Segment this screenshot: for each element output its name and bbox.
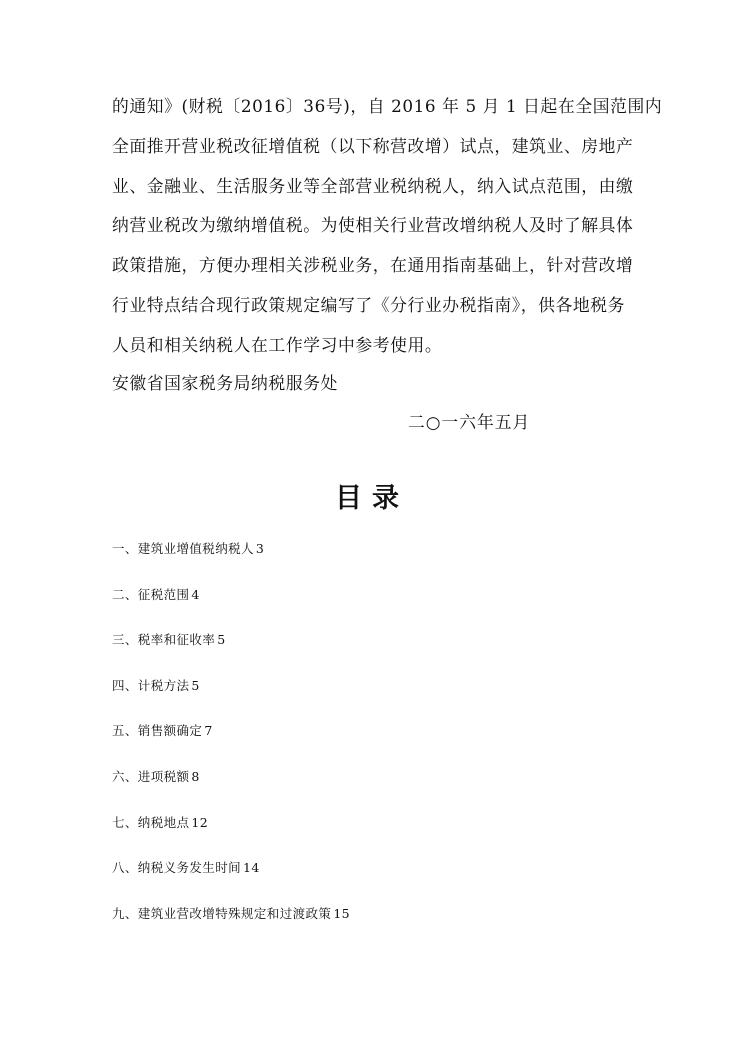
toc-item[interactable]: [112, 809, 350, 855]
toc-item-label: 四、计税方法: [112, 677, 190, 693]
toc-item[interactable]: [112, 535, 350, 581]
toc-item[interactable]: [112, 581, 350, 627]
toc-item[interactable]: [112, 717, 350, 763]
toc-item-label: 七、纳税地点: [112, 814, 190, 830]
toc-item-label: 六、进项税额: [112, 768, 190, 784]
toc-item[interactable]: [112, 626, 350, 672]
toc-item-label: 一、建筑业增值税纳税人: [112, 541, 254, 556]
toc-item-label: 三、税率和征收率: [112, 632, 216, 648]
toc-item[interactable]: [112, 763, 350, 809]
body-line: 行业特点结合现行政策规定编写了《分行业办税指南》，供各地税务: [112, 294, 626, 315]
toc-item-label: 八、纳税义务发生时间: [112, 860, 242, 876]
toc-item[interactable]: [112, 854, 350, 900]
body-line: 政策措施，方便办理相关涉税业务，在通用指南基础上，针对营改增: [112, 255, 634, 276]
toc-item-label: 九、建筑业营改增特殊规定和过渡政策: [112, 905, 332, 921]
table-of-contents: [112, 535, 350, 945]
toc-item-page: 12: [191, 814, 209, 830]
toc-item-page: 4: [191, 586, 200, 602]
toc-item[interactable]: [112, 900, 350, 946]
body-line: 纳营业税改为缴纳增值税。为使相关行业营改增纳税人及时了解具体: [112, 215, 634, 236]
toc-item-page: 14: [243, 860, 260, 876]
signature-organization: 安徽省国家税务局纳税服务处: [112, 373, 338, 393]
toc-item-page: 5: [191, 677, 200, 693]
toc-item-page: 8: [191, 768, 200, 784]
toc-item-page: 5: [217, 632, 226, 648]
body-paragraph: [112, 87, 663, 366]
toc-item-label: 二、征税范围: [112, 586, 190, 602]
toc-item[interactable]: [112, 672, 350, 718]
body-line: 的通知》(财税〔2016〕36号)，自 2016 年 5 月 1 日起在全国范围内: [112, 96, 663, 116]
body-line: 人员和相关纳税人在工作学习中参考使用。: [112, 334, 443, 355]
body-line: 全面推开营业税改征增值税（以下称营改增）试点，建筑业、房地产: [112, 135, 634, 156]
toc-title: 目录: [335, 483, 409, 514]
signature-date: 二○一六年五月: [408, 412, 531, 432]
toc-item-label: 五、销售额确定: [112, 723, 203, 739]
body-line: 业、金融业、生活服务业等全部营业税纳税人，纳入试点范围，由缴: [112, 175, 634, 196]
toc-item-page: 7: [204, 723, 213, 739]
toc-item-page: 3: [255, 541, 265, 556]
toc-item-page: 15: [333, 905, 351, 921]
